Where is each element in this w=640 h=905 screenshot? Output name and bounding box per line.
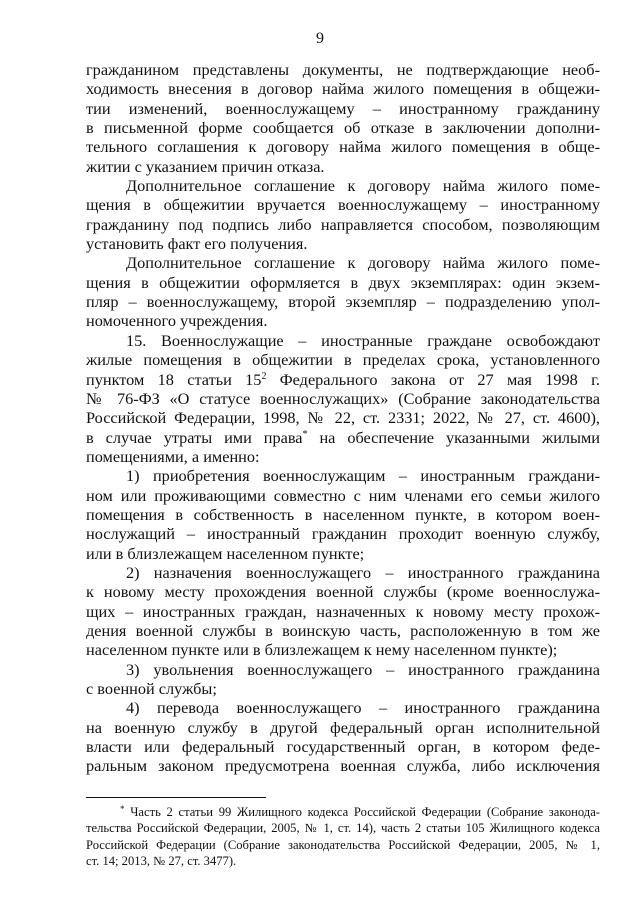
text-fragment: в случае утраты ими права: [86, 427, 303, 447]
text-line: 1) приобретения военнослужащим – иностранным граждани-: [126, 466, 600, 486]
text-line: Дополнительное соглашение к договору найма жилого поме-: [126, 253, 600, 273]
text-line: житии с указанием причин отказа.: [86, 156, 325, 176]
text-fragment: Часть 2 статьи 99 Жилищного кодекса Российской Федерации (Собрание законода-: [130, 805, 600, 819]
text-line: 3) увольнения военнослужащего – иностранного гражданина: [126, 659, 600, 679]
text-line: на военную службу в другой федеральный орган исполнительной: [86, 717, 600, 737]
text-line: власти или федеральный государственный орган, в котором феде-: [86, 737, 600, 757]
footnote-line: тельства Российской Федерации, 2005, № 1, ст. 14), часть 2 статьи 105 Жилищного кодекса: [86, 821, 600, 836]
footnote: [86, 804, 600, 870]
text-line: № 76-ФЗ «О статусе военнослужащих» (Собрание законодательства: [86, 388, 600, 408]
text-line: щения в общежитии оформляется в двух экземплярах: один экзем-: [86, 272, 600, 292]
text-line-with-superscript: [86, 370, 600, 389]
footnote-line: [86, 804, 600, 820]
text-line: жилые помещения в общежитии в пределах срока, установленного: [86, 350, 600, 370]
text-line: ном или проживающими совместно с ним членами его семьи жилого: [86, 485, 600, 505]
text-line: пляр – военнослужащему, второй экземпляр – подразделению упол-: [86, 292, 600, 312]
text-line: к новому месту прохождения военной службы (кроме военнослужа-: [86, 582, 600, 602]
text-line: гражданину под подпись либо направляется способом, позволяющим: [86, 214, 600, 234]
text-line: в письменной форме сообщается об отказе в заключении дополни-: [86, 118, 600, 138]
text-line: с военной службы;: [86, 679, 217, 698]
footnote-line: Российской Федерации (Собрание законодательства Российской Федерации, 2005, № 1,: [86, 837, 600, 852]
text-line: ральным законом предусмотрена военная служба, либо исключения: [86, 756, 600, 776]
text-line: щих – иностранных граждан, назначенных к новому месту прохож-: [86, 601, 600, 621]
page-number: 9: [316, 30, 324, 47]
text-line: населенном пункте или в близлежащем к нему населенном пункте);: [86, 640, 558, 660]
footnote-marker: *: [120, 804, 125, 814]
text-line: нослужащий – иностранный гражданин проходит военную службу,: [86, 524, 600, 544]
text-line: установить факт его получения.: [86, 234, 308, 254]
text-line: Российской Федерации, 1998, № 22, ст. 2331; 2022, № 27, ст. 4600),: [86, 408, 600, 428]
text-line: 4) перевода военнослужащего – иностранного гражданина: [126, 698, 600, 718]
text-line: дения военной службы в воинскую часть, расположенную в том же: [86, 620, 600, 640]
text-fragment: на обеспечение указанными жилыми: [307, 427, 600, 447]
text-line: тии изменений, военнослужащему – иностранному гражданину: [86, 98, 600, 118]
superscript-2: 2: [261, 370, 267, 382]
footnote-divider: [86, 797, 266, 798]
text-line: щения в общежитии вручается военнослужащему – иностранному: [86, 195, 600, 215]
text-fragment: пунктом 18 статьи 15: [86, 369, 262, 389]
text-line: помещениями, а именно:: [86, 446, 260, 466]
text-line: ходимость внесения в договор найма жилого помещения в общежи-: [86, 79, 600, 99]
text-line: 15. Военнослужащие – иностранные граждане освобождают: [126, 330, 600, 350]
text-line-with-footnote-ref: [86, 428, 600, 447]
body-text: [86, 60, 600, 776]
text-line: номоченного учреждения.: [86, 311, 268, 331]
text-line: гражданином представлены документы, не подтверждающие необ-: [86, 60, 600, 79]
text-line: 2) назначения военнослужащего – иностранного гражданина: [126, 562, 600, 582]
text-line: помещения в собственность в населенном пункте, в котором воен-: [86, 504, 600, 524]
footnote-line: ст. 14; 2013, № 27, ст. 3477).: [86, 854, 237, 869]
text-line: или в близлежащем населенном пункте;: [86, 543, 365, 563]
text-line: Дополнительное соглашение к договору найма жилого поме-: [126, 176, 600, 196]
text-fragment: Федерального закона от 27 мая 1998 г.: [266, 369, 600, 389]
text-line: тельного соглашения к договору найма жилого помещения в обще-: [86, 137, 600, 157]
footnote-ref-marker: *: [302, 428, 308, 440]
